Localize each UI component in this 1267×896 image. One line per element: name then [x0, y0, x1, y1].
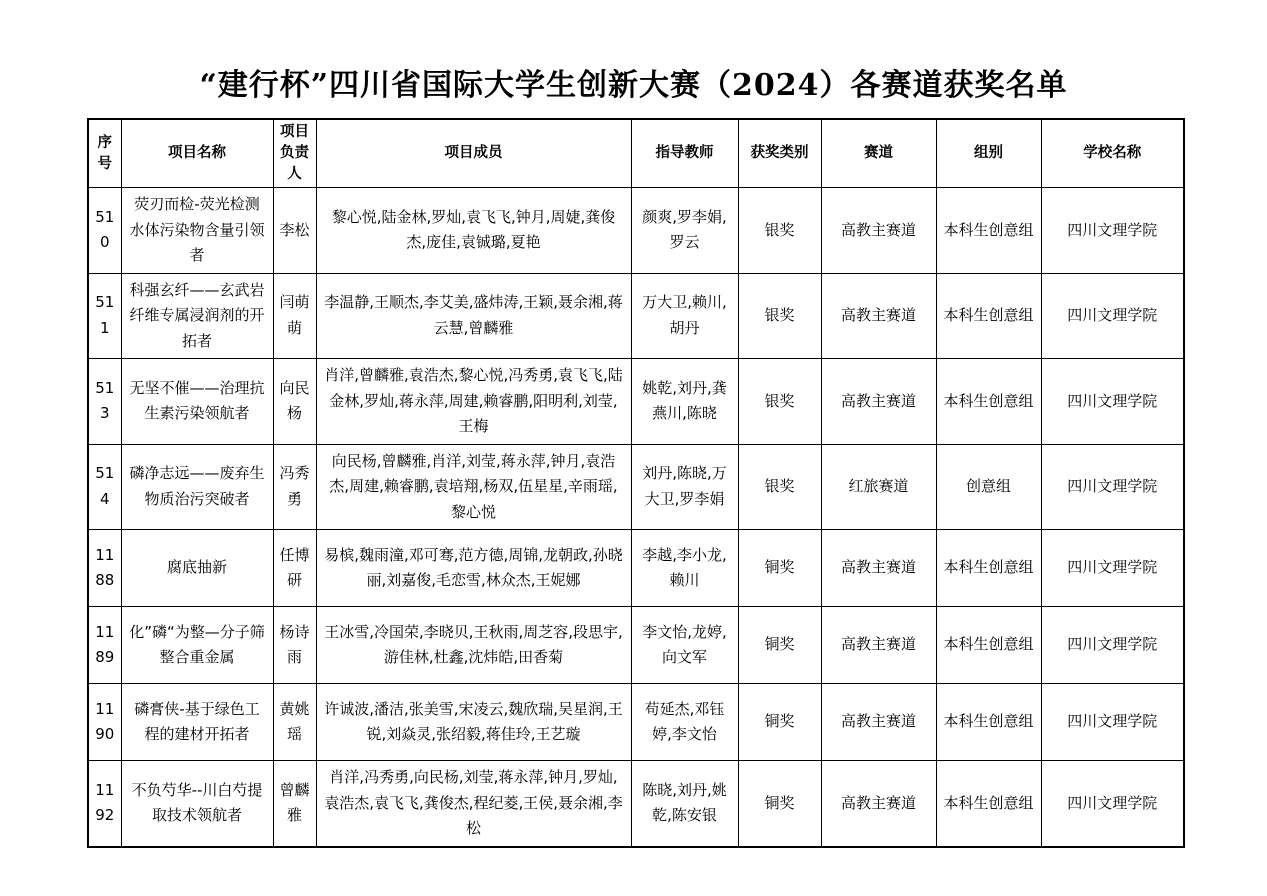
cell-school-name: 四川文理学院	[1041, 530, 1184, 607]
table-row	[88, 273, 1184, 359]
cell-track: 高教主赛道	[821, 273, 936, 359]
cell-project-leader: 曾麟雅	[273, 761, 316, 847]
column-header-project-members: 项目成员	[316, 119, 631, 188]
cell-school-name: 四川文理学院	[1041, 188, 1184, 274]
cell-award-category: 铜奖	[738, 607, 821, 684]
cell-project-members: 王冰雪,冷国荣,李晓贝,王秋雨,周芝容,段思宇,游佳林,杜鑫,沈炜皓,田香菊	[316, 607, 631, 684]
column-header-group: 组别	[936, 119, 1041, 188]
table-row	[88, 188, 1184, 274]
cell-advisors: 颜爽,罗李娟,罗云	[631, 188, 738, 274]
table-header-row	[88, 119, 1184, 188]
cell-project-members: 黎心悦,陆金林,罗灿,袁飞飞,钟月,周婕,龚俊杰,庞佳,袁铖璐,夏艳	[316, 188, 631, 274]
cell-school-name: 四川文理学院	[1041, 607, 1184, 684]
cell-serial-no: 511	[88, 273, 121, 359]
cell-project-members: 肖洋,曾麟雅,袁浩杰,黎心悦,冯秀勇,袁飞飞,陆金林,罗灿,蒋永萍,周建,赖睿鹏,阳明利,刘莹,王梅	[316, 359, 631, 445]
table-row	[88, 359, 1184, 445]
cell-award-category: 银奖	[738, 359, 821, 445]
cell-advisors: 陈晓,刘丹,姚乾,陈安银	[631, 761, 738, 847]
cell-serial-no: 1192	[88, 761, 121, 847]
cell-project-name: 无坚不催——治理抗生素污染领航者	[121, 359, 273, 445]
cell-serial-no: 514	[88, 444, 121, 530]
cell-track: 高教主赛道	[821, 607, 936, 684]
awards-table	[87, 118, 1185, 848]
cell-school-name: 四川文理学院	[1041, 761, 1184, 847]
cell-award-category: 铜奖	[738, 684, 821, 761]
column-header-serial-no: 序号	[88, 119, 121, 188]
cell-project-members: 肖洋,冯秀勇,向民杨,刘莹,蒋永萍,钟月,罗灿,袁浩杰,袁飞飞,龚俊杰,程纪菱,王侯,聂余湘,李松	[316, 761, 631, 847]
table-row	[88, 761, 1184, 847]
table-row	[88, 684, 1184, 761]
cell-track: 高教主赛道	[821, 188, 936, 274]
cell-project-leader: 冯秀勇	[273, 444, 316, 530]
cell-track: 高教主赛道	[821, 684, 936, 761]
cell-project-leader: 任博研	[273, 530, 316, 607]
cell-project-leader: 向民杨	[273, 359, 316, 445]
cell-group: 本科生创意组	[936, 273, 1041, 359]
cell-serial-no: 1189	[88, 607, 121, 684]
cell-project-leader: 杨诗雨	[273, 607, 316, 684]
cell-project-name: 科强玄纤——玄武岩纤维专属浸润剂的开拓者	[121, 273, 273, 359]
cell-advisors: 姚乾,刘丹,龚燕川,陈晓	[631, 359, 738, 445]
cell-project-members: 向民杨,曾麟雅,肖洋,刘莹,蒋永萍,钟月,袁浩杰,周建,赖睿鹏,袁培翔,杨双,伍星星,辛雨瑶,黎心悦	[316, 444, 631, 530]
cell-project-name: 磷净志远——废弃生物质治污突破者	[121, 444, 273, 530]
cell-serial-no: 510	[88, 188, 121, 274]
cell-project-leader: 黄姚瑶	[273, 684, 316, 761]
cell-serial-no: 513	[88, 359, 121, 445]
cell-advisors: 万大卫,赖川,胡丹	[631, 273, 738, 359]
cell-project-name: 腐底抽新	[121, 530, 273, 607]
cell-award-category: 铜奖	[738, 761, 821, 847]
cell-track: 红旅赛道	[821, 444, 936, 530]
cell-project-members: 易槟,魏雨潼,邓可骞,范方德,周锦,龙朝政,孙晓丽,刘嘉俊,毛恋雪,林众杰,王妮娜	[316, 530, 631, 607]
cell-group: 本科生创意组	[936, 530, 1041, 607]
cell-advisors: 刘丹,陈晓,万大卫,罗李娟	[631, 444, 738, 530]
cell-award-category: 铜奖	[738, 530, 821, 607]
cell-project-name: 荧刃而检-荧光检测水体污染物含量引领者	[121, 188, 273, 274]
cell-serial-no: 1188	[88, 530, 121, 607]
cell-project-leader: 闫萌萌	[273, 273, 316, 359]
cell-school-name: 四川文理学院	[1041, 684, 1184, 761]
cell-project-members: 许诚波,潘洁,张美雪,宋凌云,魏欣瑞,吴星润,王锐,刘焱灵,张绍毅,蒋佳玲,王艺璇	[316, 684, 631, 761]
cell-project-name: 磷膏侠-基于绿色工程的建材开拓者	[121, 684, 273, 761]
column-header-award-category: 获奖类别	[738, 119, 821, 188]
cell-track: 高教主赛道	[821, 359, 936, 445]
cell-track: 高教主赛道	[821, 761, 936, 847]
column-header-project-name: 项目名称	[121, 119, 273, 188]
column-header-project-leader: 项目负责人	[273, 119, 316, 188]
cell-group: 本科生创意组	[936, 684, 1041, 761]
cell-project-leader: 李松	[273, 188, 316, 274]
table-row	[88, 444, 1184, 530]
cell-school-name: 四川文理学院	[1041, 359, 1184, 445]
cell-advisors: 苟延杰,邓钰婷,李文怡	[631, 684, 738, 761]
cell-track: 高教主赛道	[821, 530, 936, 607]
cell-serial-no: 1190	[88, 684, 121, 761]
cell-group: 本科生创意组	[936, 761, 1041, 847]
page-title: “建行杯”四川省国际大学生创新大赛（2024）各赛道获奖名单	[199, 68, 1068, 103]
cell-advisors: 李越,李小龙,赖川	[631, 530, 738, 607]
cell-group: 本科生创意组	[936, 607, 1041, 684]
table-row	[88, 607, 1184, 684]
cell-group: 创意组	[936, 444, 1041, 530]
cell-project-name: 不负芍华--川白芍提取技术领航者	[121, 761, 273, 847]
cell-school-name: 四川文理学院	[1041, 444, 1184, 530]
cell-award-category: 银奖	[738, 273, 821, 359]
cell-school-name: 四川文理学院	[1041, 273, 1184, 359]
column-header-track: 赛道	[821, 119, 936, 188]
cell-group: 本科生创意组	[936, 359, 1041, 445]
cell-award-category: 银奖	[738, 188, 821, 274]
cell-project-members: 李温静,王顺杰,李艾美,盛炜涛,王颖,聂余湘,蒋云慧,曾麟雅	[316, 273, 631, 359]
cell-group: 本科生创意组	[936, 188, 1041, 274]
cell-award-category: 银奖	[738, 444, 821, 530]
table-body	[88, 188, 1184, 847]
column-header-advisors: 指导教师	[631, 119, 738, 188]
column-header-school-name: 学校名称	[1041, 119, 1184, 188]
table-row	[88, 530, 1184, 607]
cell-advisors: 李文怡,龙婷,向文军	[631, 607, 738, 684]
cell-project-name: 化”磷“为整—分子筛整合重金属	[121, 607, 273, 684]
